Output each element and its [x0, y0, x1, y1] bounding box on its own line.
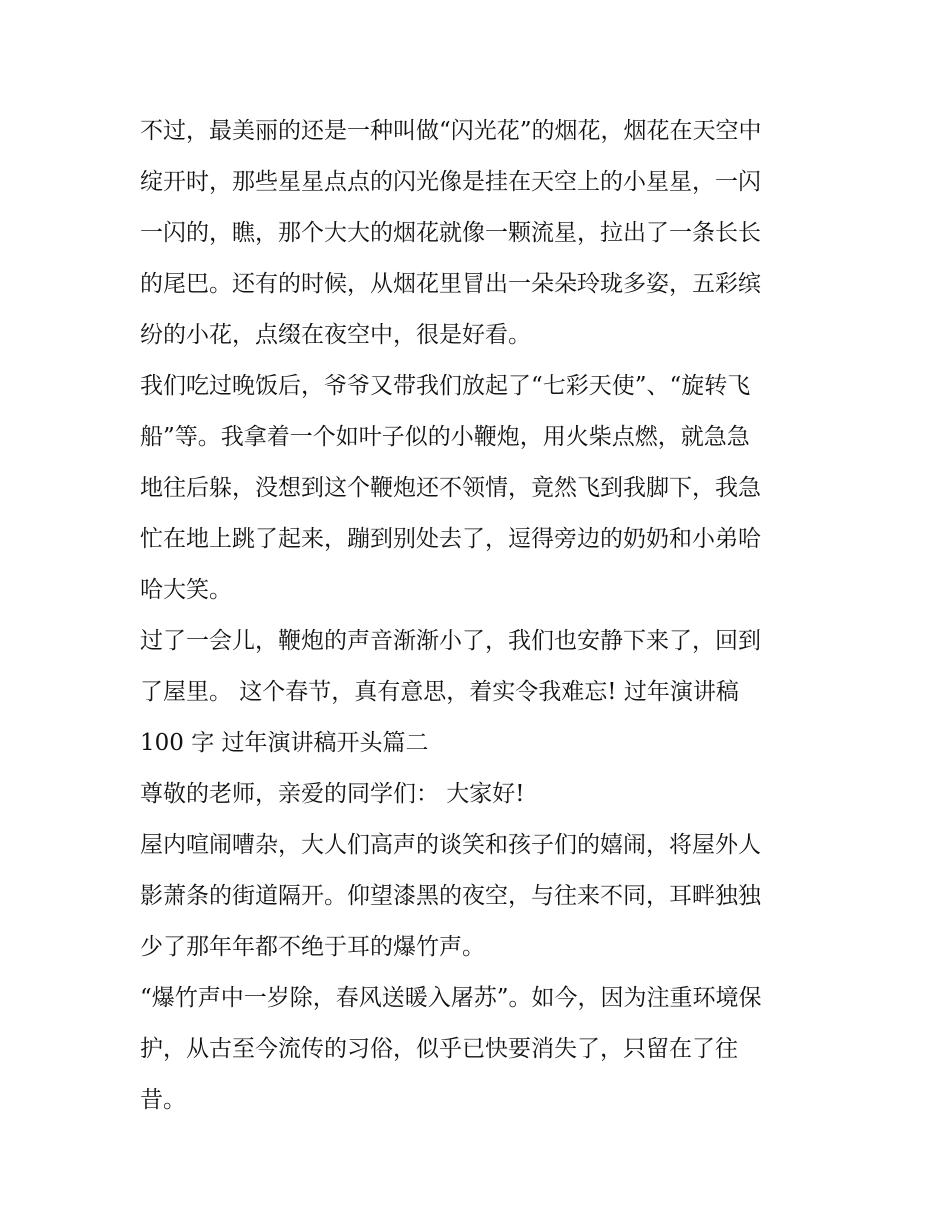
- text-line: 屋内喧闹嘈杂，大人们高声的谈笑和孩子们的嬉闹，将屋外人: [140, 832, 761, 858]
- text-line: 影萧条的街道隔开。仰望漆黑的夜空，与往来不同，耳畔独独: [140, 883, 761, 909]
- text-line: 昔。: [140, 1087, 186, 1113]
- text-line: 不过，最美丽的还是一种叫做“闪光花”的烟花，烟花在天空中: [140, 118, 762, 144]
- text-line: 一闪的，瞧，那个大大的烟花就像一颗流星，拉出了一条长长: [140, 220, 761, 246]
- text-line: 过了一会儿，鞭炮的声音渐渐小了，我们也安静下来了，回到: [140, 628, 761, 654]
- text-line: 绽开时，那些星星点点的闪光像是挂在天空上的小星星，一闪: [140, 169, 761, 195]
- text-line: 100 字 过年演讲稿开头篇二: [140, 730, 429, 756]
- text-line: 地往后躲，没想到这个鞭炮还不领情，竟然飞到我脚下，我急: [140, 475, 761, 501]
- text-line: 忙在地上跳了起来，蹦到别处去了，逗得旁边的奶奶和小弟哈: [140, 526, 761, 552]
- text-line: 的尾巴。还有的时候，从烟花里冒出一朵朵玲珑多姿，五彩缤: [140, 271, 761, 297]
- text-line: 纷的小花，点缀在夜空中，很是好看。: [140, 322, 531, 348]
- text-line: “爆竹声中一岁除，春风送暖入屠苏”。如今，因为注重环境保: [140, 985, 762, 1011]
- text-line: 哈大笑。: [140, 577, 232, 603]
- text-line: 船”等。我拿着一个如叶子似的小鞭炮，用火柴点燃，就急急: [140, 424, 750, 450]
- text-line: 护，从古至今流传的习俗，似乎已快要消失了，只留在了往: [140, 1036, 738, 1062]
- text-line: 了屋里。 这个春节，真有意思，着实令我难忘! 过年演讲稿: [140, 679, 739, 705]
- document-body: [140, 106, 820, 1126]
- text-line: 我们吃过晚饭后，爷爷又带我们放起了“七彩天使”、“旋转飞: [140, 373, 751, 399]
- text-line: 少了那年年都不绝于耳的爆竹声。: [140, 934, 485, 960]
- text-line: 尊敬的老师，亲爱的同学们： 大家好!: [140, 781, 525, 807]
